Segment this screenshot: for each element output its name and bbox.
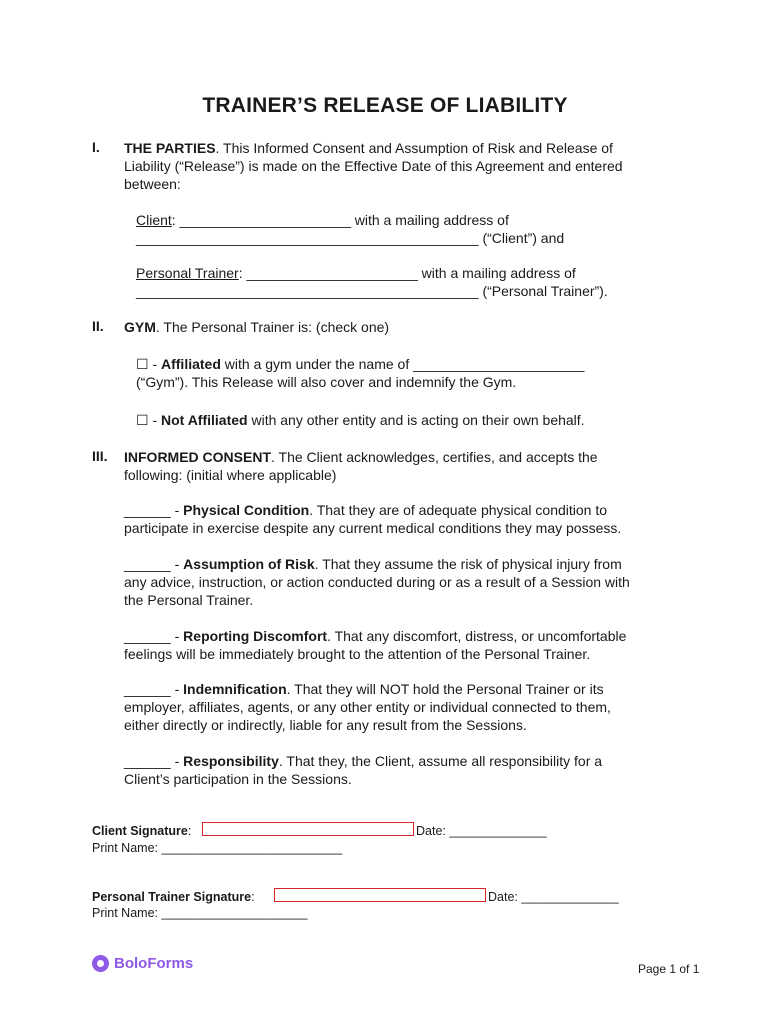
consent-item[interactable]: ______ - Physical Condition. That they are of adequate physical condition to participate in exercise despite any current medical conditions they may possess. xyxy=(124,502,622,536)
consent-item[interactable]: ______ - Indemnification. That they will NOT hold the Personal Trainer or its employer, affiliates, agents, or any other entity or individual connected to them, either directly or indirectly, liable for any result from the Sessions. xyxy=(124,681,611,733)
section-heading-gym: GYM xyxy=(124,319,156,335)
client-print-name-field[interactable]: Print Name: __________________________ xyxy=(92,841,343,855)
page-number: Page 1 of 1 xyxy=(638,962,700,976)
trainer-date-field[interactable]: Date: ______________ xyxy=(488,890,619,904)
initial-field[interactable]: ______ - xyxy=(124,753,184,769)
trainer-label: Personal Trainer xyxy=(136,265,239,281)
section-number-consent: III. xyxy=(92,448,108,464)
client-signature-row: Client Signature: xyxy=(92,824,192,838)
client-signature-label: Client Signature xyxy=(92,824,188,838)
section-number-gym: II. xyxy=(92,318,104,334)
section-number-parties: I. xyxy=(92,139,100,155)
gym-option-not-affiliated[interactable]: ☐ - Not Affiliated with any other entity and is acting on their own behalf. xyxy=(136,412,585,428)
trainer-signature-label: Personal Trainer Signature xyxy=(92,890,252,904)
section-heading-parties: THE PARTIES xyxy=(124,140,216,156)
section-gym-intro: GYM. The Personal Trainer is: (check one) xyxy=(124,319,390,335)
boloforms-logo-icon xyxy=(92,955,109,972)
client-party-field[interactable]: Client: ______________________ with a mailing address of ____________________________________________ (“Client”) and xyxy=(136,212,565,246)
initial-field[interactable]: ______ - xyxy=(124,502,184,518)
consent-item[interactable]: ______ - Assumption of Risk. That they assume the risk of physical injury from any advice, instruction, or action conducted during or as a result of a Session with the Personal Trainer. xyxy=(124,556,630,608)
section-consent-intro: INFORMED CONSENT. The Client acknowledges, certifies, and accepts the following: (initial where applicable) xyxy=(124,449,598,483)
client-date-field[interactable]: Date: ______________ xyxy=(416,824,547,838)
section-parties-intro: THE PARTIES. This Informed Consent and Assumption of Risk and Release of Liability (“Release”) is made on the Effective Date of this Agreement and entered between: xyxy=(124,140,623,192)
initial-field[interactable]: ______ - xyxy=(124,556,184,572)
document-title: TRAINER’S RELEASE OF LIABILITY xyxy=(202,94,568,117)
client-signature-field[interactable] xyxy=(202,822,414,836)
trainer-signature-field[interactable] xyxy=(274,888,486,902)
trainer-party-field[interactable]: Personal Trainer: ______________________ with a mailing address of ____________________________________________ (“Personal Trainer”). xyxy=(136,265,608,299)
initial-field[interactable]: ______ - xyxy=(124,628,184,644)
consent-item[interactable]: ______ - Reporting Discomfort. That any discomfort, distress, or uncomfortable feelings will be immediately brought to the attention of the Personal Trainer. xyxy=(124,628,627,662)
gym-option-affiliated[interactable]: ☐ - Affiliated with a gym under the name of ______________________ (“Gym”). This Release will also cover and indemnify the Gym. xyxy=(136,356,585,390)
trainer-print-name-field[interactable]: Print Name: _____________________ xyxy=(92,906,308,920)
consent-item[interactable]: ______ - Responsibility. That they, the Client, assume all responsibility for a Client’s participation in the Sessions. xyxy=(124,753,603,787)
checkbox-affiliated[interactable]: ☐ - xyxy=(136,356,161,372)
client-label: Client xyxy=(136,212,172,228)
initial-field[interactable]: ______ - xyxy=(124,681,184,697)
trainer-signature-row: Personal Trainer Signature: xyxy=(92,890,255,904)
boloforms-logo: BoloForms xyxy=(92,955,193,972)
checkbox-not-affiliated[interactable]: ☐ - xyxy=(136,412,161,428)
section-heading-consent: INFORMED CONSENT xyxy=(124,449,271,465)
